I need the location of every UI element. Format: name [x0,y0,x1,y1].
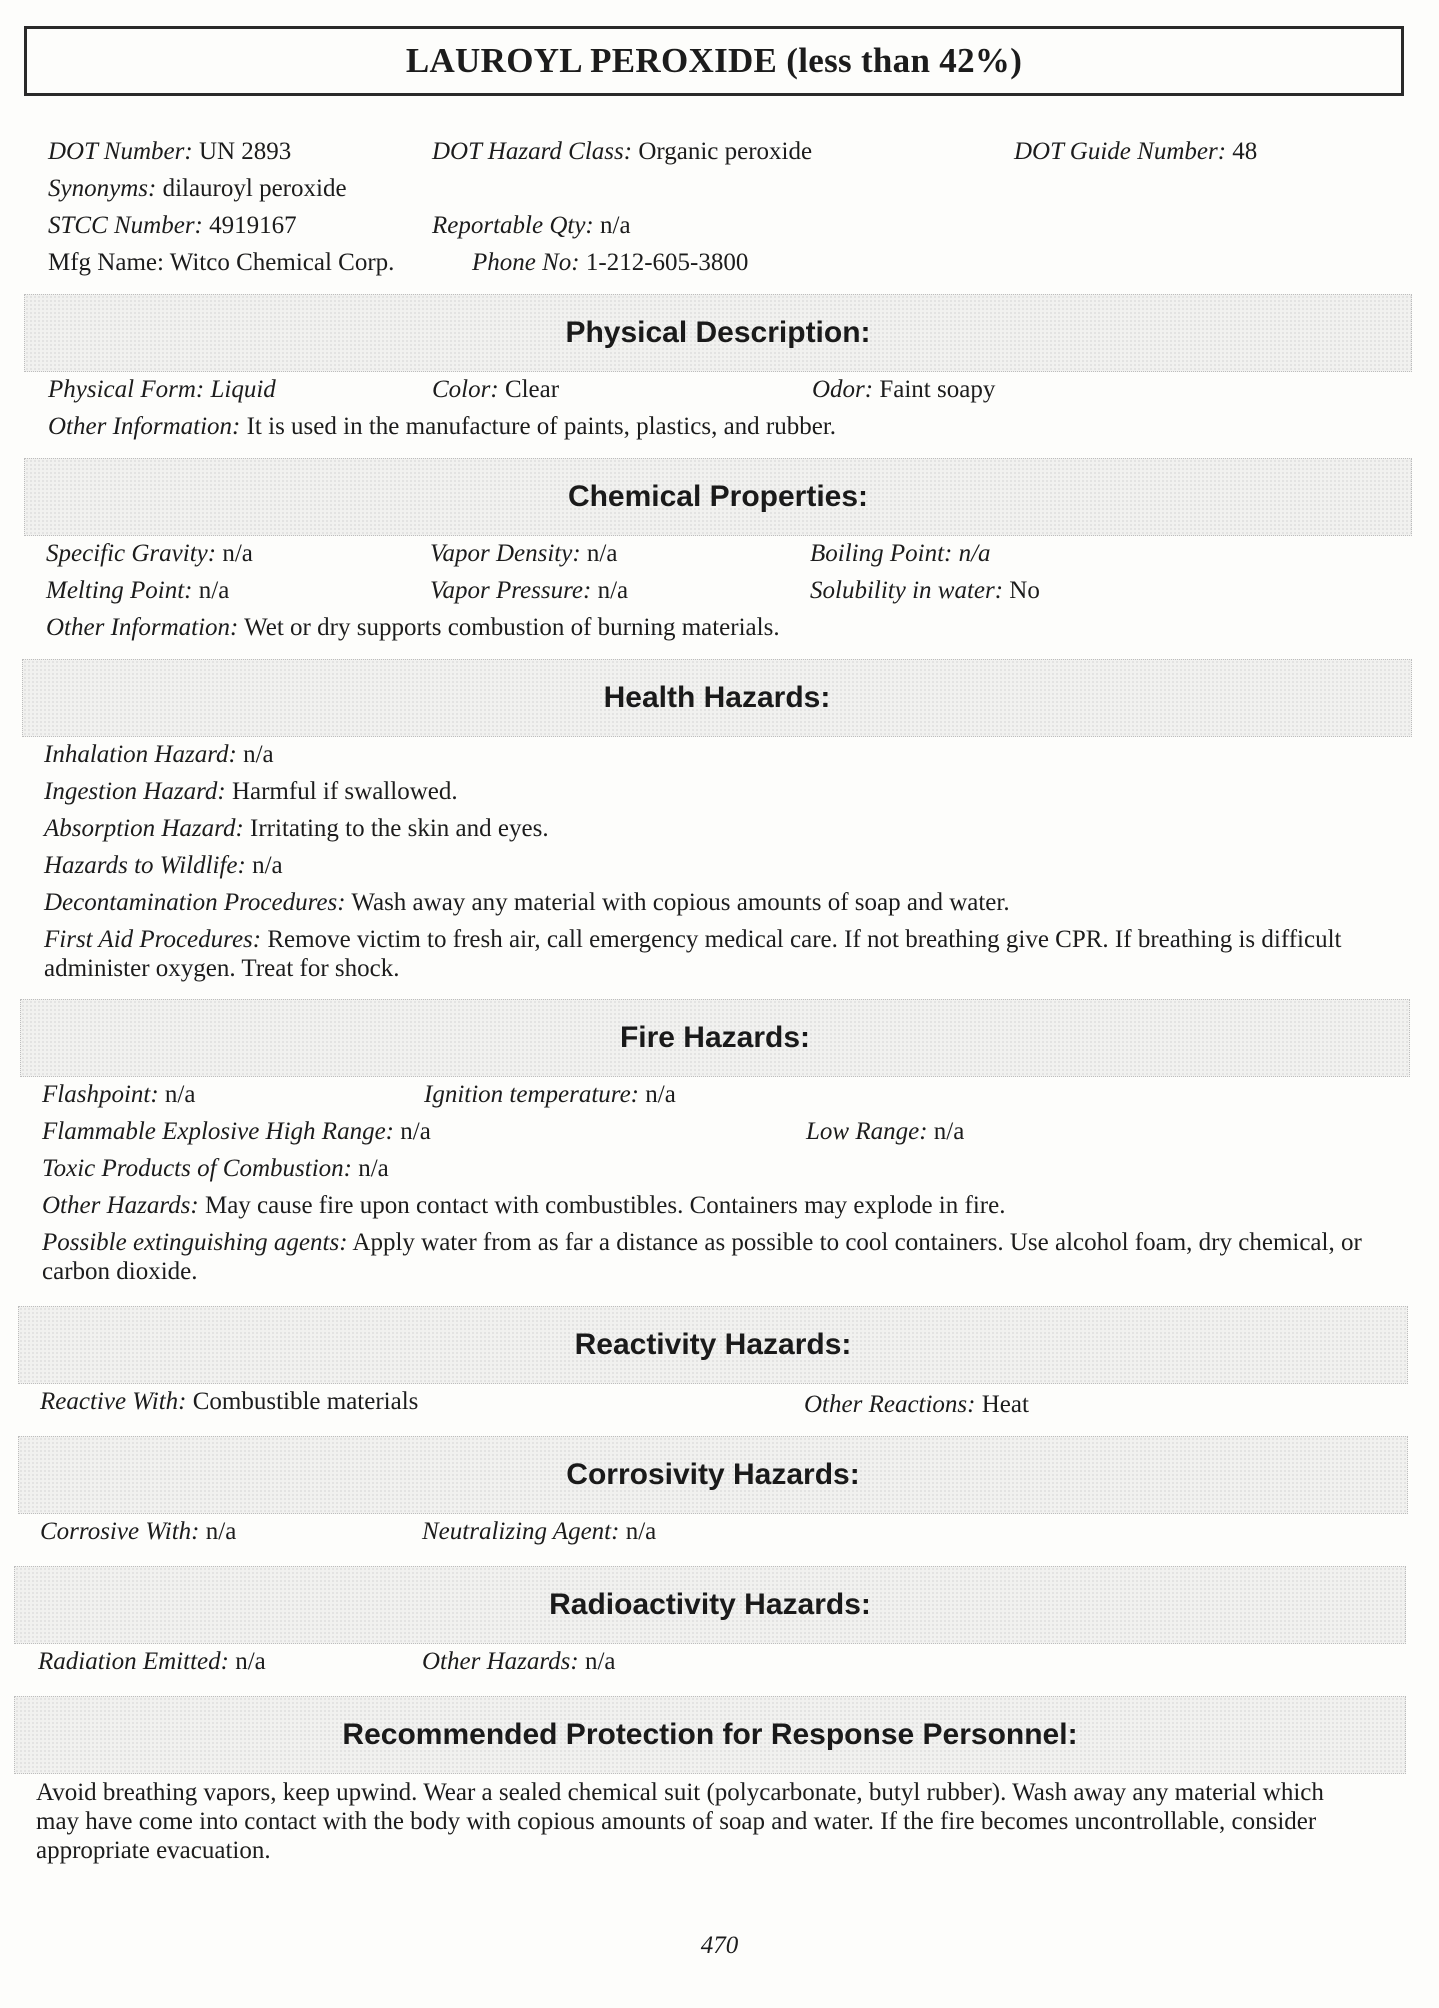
reactive-with-row: Reactive With: Combustible materials [40,1388,419,1415]
section-title: Health Hazards: [603,681,831,714]
flashpoint-row: Flashpoint: n/a [42,1081,196,1108]
radioactivity-hazards-header [14,1566,1406,1644]
ignition-row: Ignition temperature: n/a [424,1081,676,1108]
reportable-qty-row: Reportable Qty: n/a [432,212,631,239]
page-number: 470 [700,1932,739,1959]
boiling-point-row: Boiling Point: n/a [810,540,991,567]
neutralizing-agent-row: Neutralizing Agent: n/a [422,1518,657,1545]
first-aid-row: First Aid Procedures: Remove victim to fresh air, call emergency medical care. If not breathing give CPR. If breathing is difficult administer oxygen. Treat for shock. [44,926,1342,982]
section-title: Reactivity Hazards: [574,1328,852,1361]
physical-description-header [24,294,1412,372]
color-row: Color: Clear [432,376,560,403]
low-range-row: Low Range: n/a [806,1118,965,1145]
melting-point-row: Melting Point: n/a [46,577,230,604]
section-title: Chemical Properties: [567,480,869,513]
physical-other-row: Other Information: It is used in the manufacture of paints, plastics, and rubber. [48,413,837,440]
section-title: Corrosivity Hazards: [566,1458,860,1491]
section-title: Radioactivity Hazards: [549,1588,871,1621]
health-hazards-header [22,659,1412,737]
decontamination-row: Decontamination Procedures: Wash away any material with copious amounts of soap and water. [44,889,1010,916]
stcc-row: STCC Number: 4919167 [48,212,297,239]
wildlife-row: Hazards to Wildlife: n/a [44,852,283,879]
section-title: Fire Hazards: [619,1021,811,1054]
extinguishing-row: Possible extinguishing agents: Apply water from as far a distance as possible to cool containers. Use alcohol foam, dry chemical, or carbon dioxide. [42,1229,1362,1285]
mfg-name-row: Mfg Name: Witco Chemical Corp. [48,249,395,276]
corrosivity-hazards-header [18,1436,1408,1514]
fire-hazards-header [20,999,1410,1077]
document-title: LAUROYL PEROXIDE (less than 42%) [24,26,1404,96]
vapor-density-row: Vapor Density: n/a [430,540,618,567]
phone-row: Phone No: 1-212-605-3800 [472,249,749,276]
ingestion-row: Ingestion Hazard: Harmful if swallowed. [44,778,458,805]
radioactivity-other-row: Other Hazards: n/a [422,1648,616,1675]
inhalation-row: Inhalation Hazard: n/a [44,741,274,768]
toxic-products-row: Toxic Products of Combustion: n/a [42,1155,389,1182]
synonyms-row: Synonyms: dilauroyl peroxide [48,175,347,202]
protection-text: Avoid breathing vapors, keep upwind. Wear a sealed chemical suit (polycarbonate, butyl rubber). Wash away any material which may have come into contact with the body with copious amounts of soap and water. If the fire becomes uncontrollable, consider appropriate evacuation. [36,1779,1324,1864]
guide-number-row: DOT Guide Number: 48 [1014,138,1258,165]
reactivity-hazards-header [18,1306,1408,1384]
high-range-row: Flammable Explosive High Range: n/a [42,1118,431,1145]
physical-form-row: Physical Form: Liquid [48,376,276,403]
other-reactions-row: Other Reactions: Heat [804,1391,1029,1418]
section-title: Recommended Protection for Response Personnel: [342,1718,1078,1751]
section-title: Physical Description: [565,316,871,349]
chemical-other-row: Other Information: Wet or dry supports combustion of burning materials. [46,614,780,641]
radiation-emitted-row: Radiation Emitted: n/a [38,1648,266,1675]
hazard-class-row: DOT Hazard Class: Organic peroxide [432,138,813,165]
dot-number-row: DOT Number: UN 2893 [48,138,292,165]
protection-header [14,1696,1406,1774]
corrosive-with-row: Corrosive With: n/a [40,1518,237,1545]
odor-row: Odor: Faint soapy [812,376,996,403]
specific-gravity-row: Specific Gravity: n/a [46,540,253,567]
solubility-row: Solubility in water: No [810,577,1040,604]
chemical-properties-header [24,458,1412,536]
vapor-pressure-row: Vapor Pressure: n/a [430,577,629,604]
absorption-row: Absorption Hazard: Irritating to the skin and eyes. [44,815,549,842]
fire-other-row: Other Hazards: May cause fire upon contact with combustibles. Containers may explode in fire. [42,1192,1006,1219]
